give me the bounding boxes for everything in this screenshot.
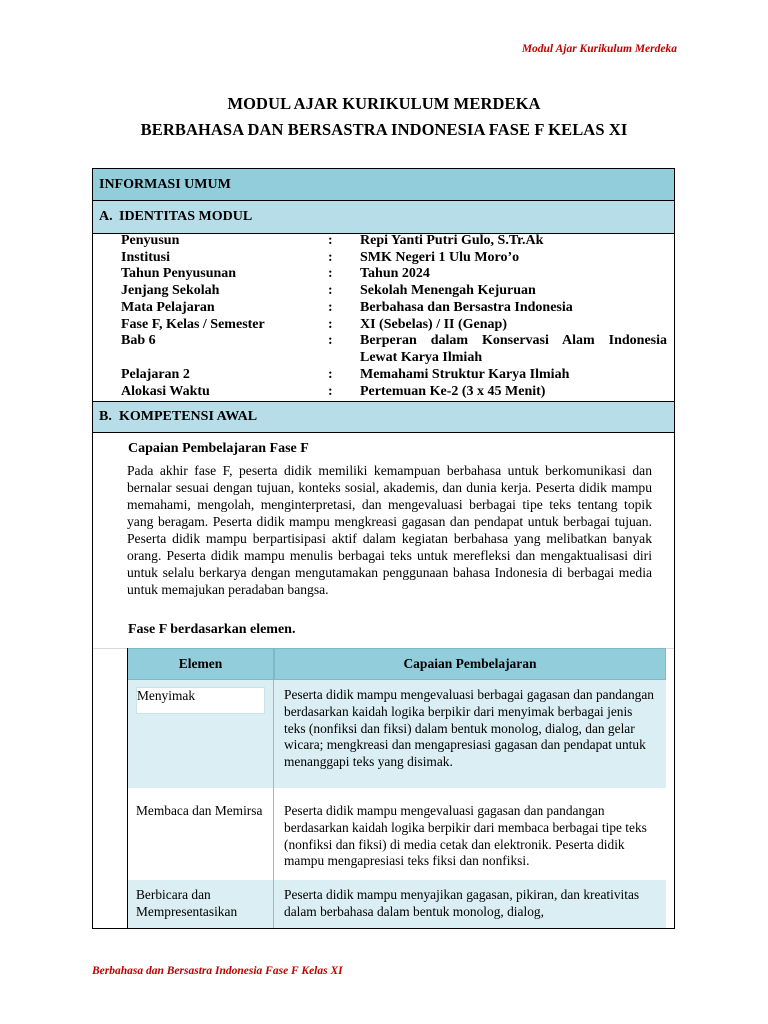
identity-value: XI (Sebelas) / II (Genap) <box>360 317 508 332</box>
section-a-band <box>93 201 674 234</box>
identity-colon: : <box>328 283 333 298</box>
section-b-band <box>93 401 674 433</box>
identity-value-continued: Lewat Karya Ilmiah <box>360 350 483 365</box>
identity-label: Mata Pelajaran <box>121 300 215 315</box>
running-footer: Berbahasa dan Bersastra Indonesia Fase F Kelas XI <box>92 965 343 977</box>
column-header-elemen: Elemen <box>127 648 274 680</box>
identity-colon: : <box>328 333 333 348</box>
document-title-line1: MODUL AJAR KURIKULUM MERDEKA <box>227 94 541 113</box>
identity-colon: : <box>328 367 333 382</box>
table-cell-elemen: Berbicara dan Mempresentasikan <box>127 880 274 929</box>
identity-colon: : <box>328 317 333 332</box>
column-header-capaian: Capaian Pembelajaran <box>274 648 666 680</box>
section-b-number: B. <box>99 409 112 424</box>
capaian-title: Capaian Pembelajaran Fase F <box>128 441 309 456</box>
table-cell-elemen <box>127 680 274 788</box>
section-b-heading: KOMPETENSI AWAL <box>119 409 258 424</box>
identity-value: Repi Yanti Putri Gulo, S.Tr.Ak <box>360 233 544 248</box>
identity-value: Memahami Struktur Karya Ilmiah <box>360 367 570 382</box>
identity-colon: : <box>328 233 333 248</box>
section-a-heading: IDENTITAS MODUL <box>119 209 253 224</box>
identity-colon: : <box>328 266 333 281</box>
identity-value: Pertemuan Ke-2 (3 x 45 Menit) <box>360 384 546 399</box>
informasi-umum-heading: INFORMASI UMUM <box>99 176 231 192</box>
identity-label: Alokasi Waktu <box>121 384 210 399</box>
elemen-text-box <box>136 687 265 714</box>
table-cell-capaian: Peserta didik mampu menyajikan gagasan, pikiran, dan kreativitas dalam berbahasa dalam bentuk monolog, dialog, <box>274 880 666 929</box>
elemen-label: Menyimak <box>137 688 196 703</box>
table-column-divider <box>273 680 274 929</box>
fase-f-elemen-title: Fase F berdasarkan elemen. <box>128 622 296 637</box>
identity-label: Fase F, Kelas / Semester <box>121 317 265 332</box>
row-separator <box>127 872 666 880</box>
table-cell-capaian: Peserta didik mampu mengevaluasi berbagai gagasan dan pandangan berdasarkan kaidah logika berpikir dari menyimak berbagai jenis teks (nonfiksi dan fiksi) dalam bentuk monolog, dialog, dan gelar wicara; mengkreasi dan mengapresiasi gagasan dan pendapat untuk menanggapi teks yang disimak. <box>274 680 666 788</box>
identity-colon: : <box>328 384 333 399</box>
identity-label: Tahun Penyusunan <box>121 266 237 281</box>
table-cell-capaian: Peserta didik mampu mengevaluasi gagasan dan pandangan berdasarkan kaidah logika berpikir dari membaca berbagai tipe teks (nonfiksi dan fiksi) di media cetak dan elektronik. Peserta didik mampu mengapresiasi teks fiksi dan nonfiksi. <box>274 796 666 872</box>
document-title-line2: BERBAHASA DAN BERSASTRA INDONESIA FASE F KELAS XI <box>140 120 628 139</box>
identity-label: Institusi <box>121 250 171 265</box>
identity-value: Berbahasa dan Bersastra Indonesia <box>360 300 573 315</box>
identity-colon: : <box>328 300 333 315</box>
module-info-frame <box>92 168 675 929</box>
identity-label: Bab 6 <box>121 333 156 348</box>
table-left-border <box>127 648 128 929</box>
identity-value: Sekolah Menengah Kejuruan <box>360 283 536 298</box>
identity-value: SMK Negeri 1 Ulu Moro’o <box>360 250 520 265</box>
identity-label: Jenjang Sekolah <box>121 283 220 298</box>
identity-label: Penyusun <box>121 233 180 248</box>
row-separator <box>127 788 666 796</box>
identity-value: Berperan dalam Konservasi Alam Indonesia <box>360 333 667 348</box>
identity-label: Pelajaran 2 <box>121 367 190 382</box>
identity-value: Tahun 2024 <box>360 266 430 281</box>
capaian-paragraph: Pada akhir fase F, peserta didik memiliki kemampuan berbahasa untuk berkomunikasi dan bernalar sesuai dengan tujuan, konteks sosial, akademis, dan dunia kerja. Peserta didik mampu memahami, mengolah, menginterpretasi, dan mengevaluasi berbagai tipe teks tentang topik yang beragam. Peserta didik mampu mengkreasi gagasan dan pendapat untuk berbagai tujuan. Peserta didik mampu berpartisipasi aktif dalam kegiatan berbahasa yang melibatkan banyak orang. Peserta didik mampu menulis berbagai teks untuk merefleksi dan mengaktualisasi diri untuk selalu berkarya dengan mengutamakan penggunaan bahasa Indonesia di berbagai media untuk memajukan peradaban bangsa. <box>127 463 652 598</box>
running-header: Modul Ajar Kurikulum Merdeka <box>521 43 677 55</box>
table-cell-elemen: Membaca dan Memirsa <box>127 796 274 872</box>
identity-colon: : <box>328 250 333 265</box>
informasi-umum-band <box>93 169 674 201</box>
section-a-number: A. <box>99 209 113 224</box>
